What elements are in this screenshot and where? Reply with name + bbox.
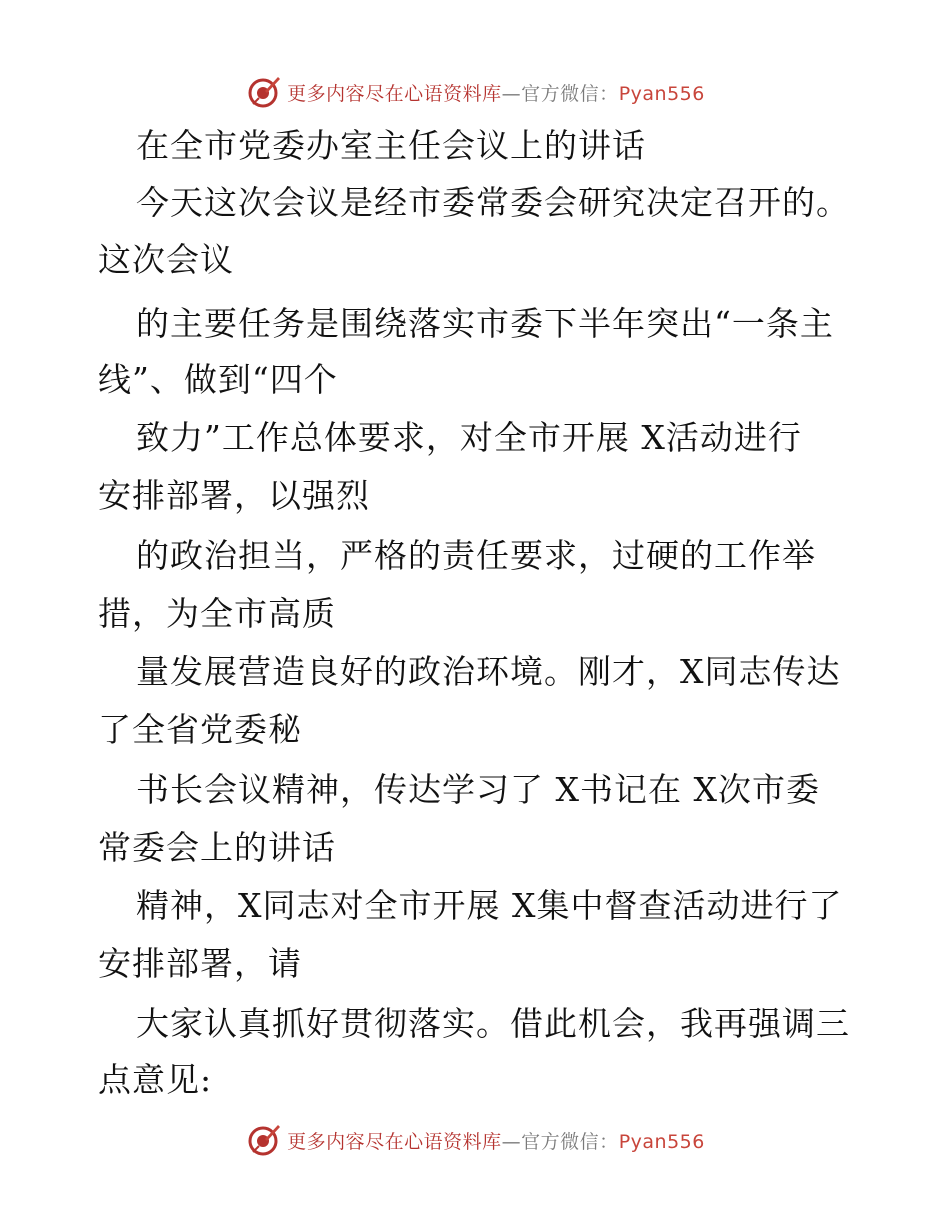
watermark-text	[287, 79, 705, 106]
watermark-text	[287, 1127, 705, 1154]
text-line: 这次会议	[98, 240, 234, 279]
text-line: 的政治担当，严格的责任要求，过硬的工作举	[136, 536, 816, 575]
watermark-header	[0, 72, 950, 112]
watermark-wechat-id: Pyan556	[618, 1130, 705, 1153]
text-line: 了全省党委秘	[98, 710, 302, 749]
watermark-dash: —	[501, 1130, 522, 1153]
watermark-brand: 更多内容尽在心语资料库	[287, 1130, 502, 1153]
text-line: 点意见:	[98, 1060, 213, 1099]
text-line: 致力”工作总体要求，对全市开展 X活动进行	[136, 418, 802, 457]
text-line: 的主要任务是围绕落实市委下半年突出“一条主	[136, 304, 834, 343]
document-title: 在全市党委办室主任会议上的讲话	[136, 126, 646, 165]
text-line: 措，为全市高质	[98, 594, 336, 633]
watermark-label: 官方微信：	[521, 1130, 619, 1153]
text-line: 常委会上的讲话	[98, 828, 336, 867]
watermark-label: 官方微信：	[521, 82, 619, 105]
quill-pen-logo-icon	[245, 74, 281, 110]
text-line: 量发展营造良好的政治环境。刚才，X同志传达	[136, 652, 841, 691]
watermark-wechat-id: Pyan556	[618, 82, 705, 105]
watermark-footer	[0, 1120, 950, 1160]
text-line: 精神，X同志对全市开展 X集中督查活动进行了	[136, 886, 843, 925]
watermark-dash: —	[501, 82, 522, 105]
watermark-brand: 更多内容尽在心语资料库	[287, 82, 502, 105]
quill-pen-logo-icon	[245, 1122, 281, 1158]
text-line: 书长会议精神，传达学习了 X书记在 X次市委	[136, 770, 820, 809]
text-line: 安排部署，以强烈	[98, 476, 370, 515]
text-line: 安排部署，请	[98, 944, 302, 983]
text-line: 今天这次会议是经市委常委会研究决定召开的。	[136, 183, 850, 222]
text-line: 大家认真抓好贯彻落实。借此机会，我再强调三	[136, 1004, 850, 1043]
text-line: 线”、做到“四个	[98, 360, 338, 399]
